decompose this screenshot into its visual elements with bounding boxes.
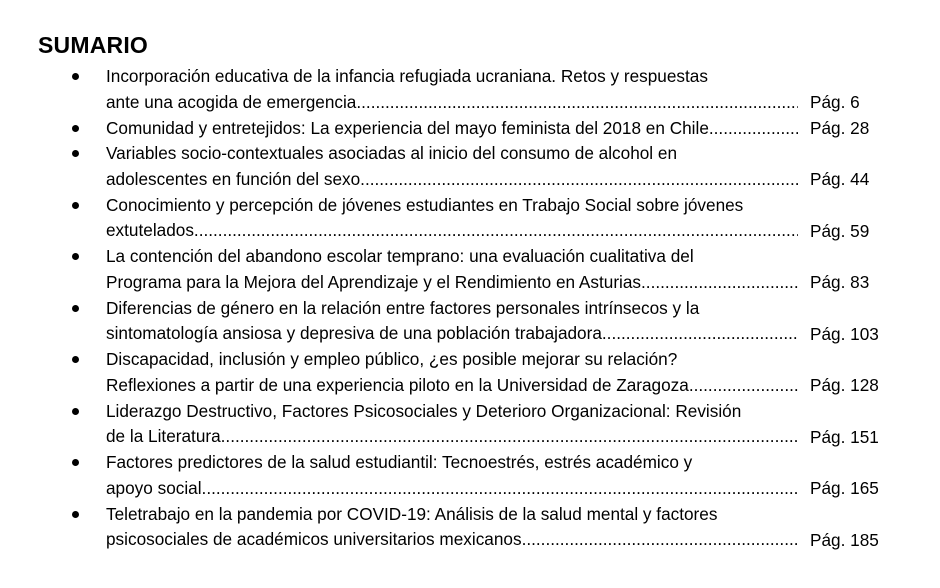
- toc-page-number: Pág. 151: [810, 426, 879, 447]
- toc-page-number: Pág. 103: [810, 323, 879, 344]
- toc-page-number: Pág. 185: [810, 529, 879, 550]
- bullet-icon: [72, 150, 79, 157]
- dot-leader: [602, 321, 798, 347]
- toc-entry-line: La contención del abandono escolar temprano: una evaluación cualitativa del: [106, 246, 694, 266]
- toc-entry-title: [106, 347, 880, 398]
- toc-entry-title: [106, 193, 880, 244]
- toc-entry-title: [106, 502, 880, 553]
- dot-leader: [709, 116, 798, 142]
- toc-page-number: Pág. 165: [810, 478, 879, 498]
- toc-entry: [72, 244, 892, 296]
- bullet-icon: [72, 356, 79, 363]
- toc-entry-line: extutelados: [106, 220, 194, 240]
- table-of-contents: [72, 64, 892, 553]
- toc-page-number: Pág. 59: [810, 220, 870, 241]
- toc-entry-title: [106, 64, 880, 115]
- toc-entry-title: [106, 141, 880, 192]
- toc-entry-line: ante una acogida de emergencia: [106, 91, 357, 112]
- toc-entry: [72, 399, 892, 451]
- toc-entry-line: Conocimiento y percepción de jóvenes estudiantes en Trabajo Social sobre jóvenes: [106, 194, 744, 215]
- toc-entry-line: Discapacidad, inclusión y empleo público, ¿es posible mejorar su relación?: [106, 349, 678, 369]
- dot-leader: [194, 218, 798, 244]
- toc-entry-line: Variables socio-contextuales asociadas al inicio del consumo de alcohol en: [106, 143, 678, 163]
- page-title: SUMARIO: [38, 32, 149, 58]
- toc-entry: [72, 450, 892, 502]
- dot-leader: [522, 527, 798, 553]
- toc-entry-line: Programa para la Mejora del Aprendizaje y el Rendimiento en Asturias: [106, 271, 642, 292]
- toc-entry-title: [106, 244, 880, 295]
- bullet-icon: [72, 459, 79, 466]
- toc-entry-title: [106, 450, 880, 501]
- toc-entry-line: Factores predictores de la salud estudiantil: Tecnoestrés, estrés académico y: [106, 452, 693, 472]
- toc-entry-line: Comunidad y entretejidos: La experiencia del mayo feminista del 2018 en Chile: [106, 117, 709, 138]
- dot-leader: [641, 270, 798, 296]
- dot-leader: [202, 476, 798, 502]
- toc-entry-title: [106, 296, 880, 347]
- dot-leader: [221, 424, 798, 450]
- toc-page-number: Pág. 83: [810, 272, 870, 292]
- toc-page-number: Pág. 6: [810, 92, 860, 112]
- toc-page-number: Pág. 28: [810, 117, 870, 138]
- toc-entry-line: sintomatología ansiosa y depresiva de una población trabajadora: [106, 323, 602, 343]
- toc-entry-line: psicosociales de académicos universitarios mexicanos: [106, 529, 522, 549]
- bullet-icon: [72, 125, 79, 132]
- toc-page-number: Pág. 128: [810, 375, 879, 395]
- toc-entry-line: Teletrabajo en la pandemia por COVID-19: Análisis de la salud mental y factores: [106, 503, 718, 524]
- toc-entry: [72, 193, 892, 245]
- dot-leader: [360, 167, 798, 193]
- toc-entry: [72, 347, 892, 399]
- dot-leader: [356, 90, 798, 116]
- toc-entry-line: Incorporación educativa de la infancia refugiada ucraniana. Retos y respuestas: [106, 66, 708, 86]
- toc-page-number: Pág. 44: [810, 169, 870, 189]
- toc-entry: [72, 296, 892, 348]
- toc-entry-line: Reflexiones a partir de una experiencia piloto en la Universidad de Zaragoza: [106, 374, 689, 395]
- toc-entry-line: adolescentes en función del sexo: [106, 168, 361, 189]
- toc-entry-line: apoyo social: [106, 477, 202, 498]
- dot-leader: [689, 373, 798, 399]
- bullet-icon: [72, 202, 79, 209]
- toc-entry-line: Diferencias de género en la relación entre factores personales intrínsecos y la: [106, 297, 700, 318]
- bullet-icon: [72, 408, 79, 415]
- toc-entry: [72, 64, 892, 116]
- toc-entry-title: [106, 116, 880, 142]
- toc-entry: [72, 141, 892, 193]
- toc-entry: [72, 502, 892, 554]
- toc-entry-line: Liderazgo Destructivo, Factores Psicosociales y Deterioro Organizacional: Revisión: [106, 400, 742, 421]
- toc-entry-line: de la Literatura: [106, 426, 221, 446]
- toc-entry: [72, 116, 892, 142]
- bullet-icon: [72, 511, 79, 518]
- bullet-icon: [72, 73, 79, 80]
- bullet-icon: [72, 253, 79, 260]
- bullet-icon: [72, 305, 79, 312]
- toc-entry-title: [106, 399, 880, 450]
